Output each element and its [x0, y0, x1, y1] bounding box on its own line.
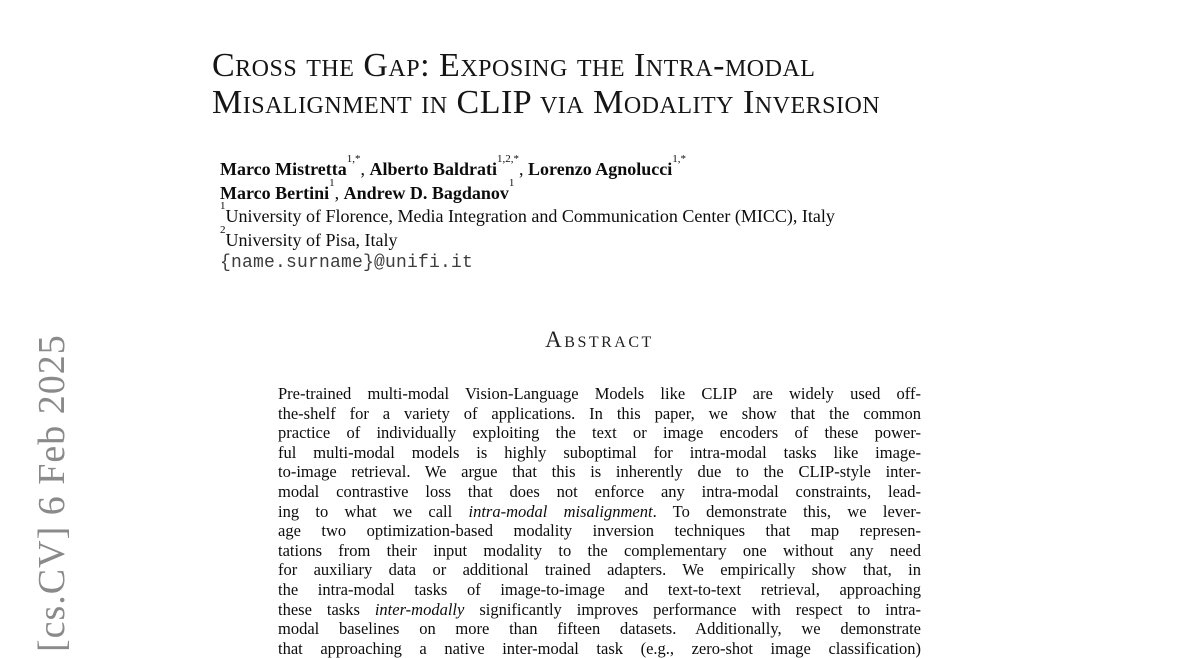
affiliation-mark: 1: [220, 200, 226, 212]
contact-email: {name.surname}@unifi.it: [220, 253, 474, 273]
author-separator: ,: [334, 182, 344, 203]
abstract-italic-segment: inter-modally: [374, 599, 465, 619]
abstract-line: Pre-trained multi-modal Vision-Language Models like CLIP are widely used off-: [278, 384, 921, 403]
author-affil-mark: 1,*: [346, 153, 361, 165]
paper-title: [212, 47, 880, 121]
affiliation-1: [220, 200, 835, 229]
abstract-line: [278, 502, 921, 522]
abstract-text-segment: ing to what we call: [278, 501, 469, 521]
authors-block: [220, 153, 835, 276]
author-name: Alberto Baldrati: [369, 159, 498, 179]
author-name: Andrew D. Bagdanov: [343, 182, 509, 203]
author-affil-mark: 1: [329, 176, 335, 189]
abstract-italic-segment: intra-modal misalignment: [468, 501, 653, 521]
abstract-line: to-image retrieval. We argue that this is inherently due to the CLIP-style inter-: [278, 462, 921, 482]
author-name: Marco Bertini: [220, 182, 330, 203]
abstract-line: [278, 600, 921, 620]
abstract-text-segment: . To demonstrate this, we lever-: [652, 501, 922, 521]
author-affil-mark: 1,*: [672, 153, 686, 165]
author-affil-mark: 1: [508, 176, 515, 189]
authors-line-1: [220, 153, 835, 182]
abstract-line: practice of individually exploiting the text or image encoders of these power-: [278, 423, 921, 443]
author-affil-mark: 1,2,*: [497, 153, 520, 165]
author-name: Lorenzo Agnolucci: [528, 159, 673, 179]
affiliation-text: University of Florence, Media Integration and Communication Center (MICC), Italy: [225, 206, 835, 226]
abstract-heading: Abstract: [545, 327, 654, 352]
affiliation-mark: 2: [220, 223, 226, 236]
abstract-line: the intra-modal tasks of image-to-image and text-to-text retrieval, approaching: [278, 579, 921, 599]
abstract-line: tations from their input modality to the complementary one without any need: [278, 540, 921, 560]
abstract-line: modal contrastive loss that does not enforce any intra-modal constraints, lead-: [278, 481, 921, 501]
abstract-body: [278, 384, 921, 658]
abstract-line: ful multi-modal models is highly suboptimal for intra-modal tasks like image-: [278, 442, 921, 462]
author-separator: ,: [360, 159, 370, 179]
abstract-line: modal baselines on more than fifteen datasets. Additionally, we demonstrate: [278, 619, 921, 639]
abstract-line: for auxiliary data or additional trained adapters. We empirically show that, in: [278, 560, 921, 580]
abstract-text-segment: significantly improves performance with respect to intra-: [464, 599, 921, 619]
author-name: Marco Mistretta: [220, 159, 347, 179]
affiliation-2: [220, 223, 835, 253]
abstract-line: age two optimization-based modality inversion techniques that map represen-: [278, 521, 921, 541]
abstract-line: the-shelf for a variety of applications. In this paper, we show that the common: [278, 403, 921, 423]
abstract-line: that approaching a native inter-modal task (e.g., zero-shot image classification): [278, 638, 921, 658]
arxiv-stamp: [cs.CV] 6 Feb 2025: [31, 334, 73, 652]
paper-title-line-2: Misalignment in CLIP via Modality Inversion: [212, 84, 881, 121]
affiliation-text: University of Pisa, Italy: [225, 229, 398, 250]
authors-line-2: [220, 176, 835, 206]
author-separator: ,: [519, 159, 529, 179]
paper-title-line-1: Cross the Gap: Exposing the Intra-modal: [212, 47, 816, 84]
abstract-text-segment: these tasks: [278, 599, 375, 619]
